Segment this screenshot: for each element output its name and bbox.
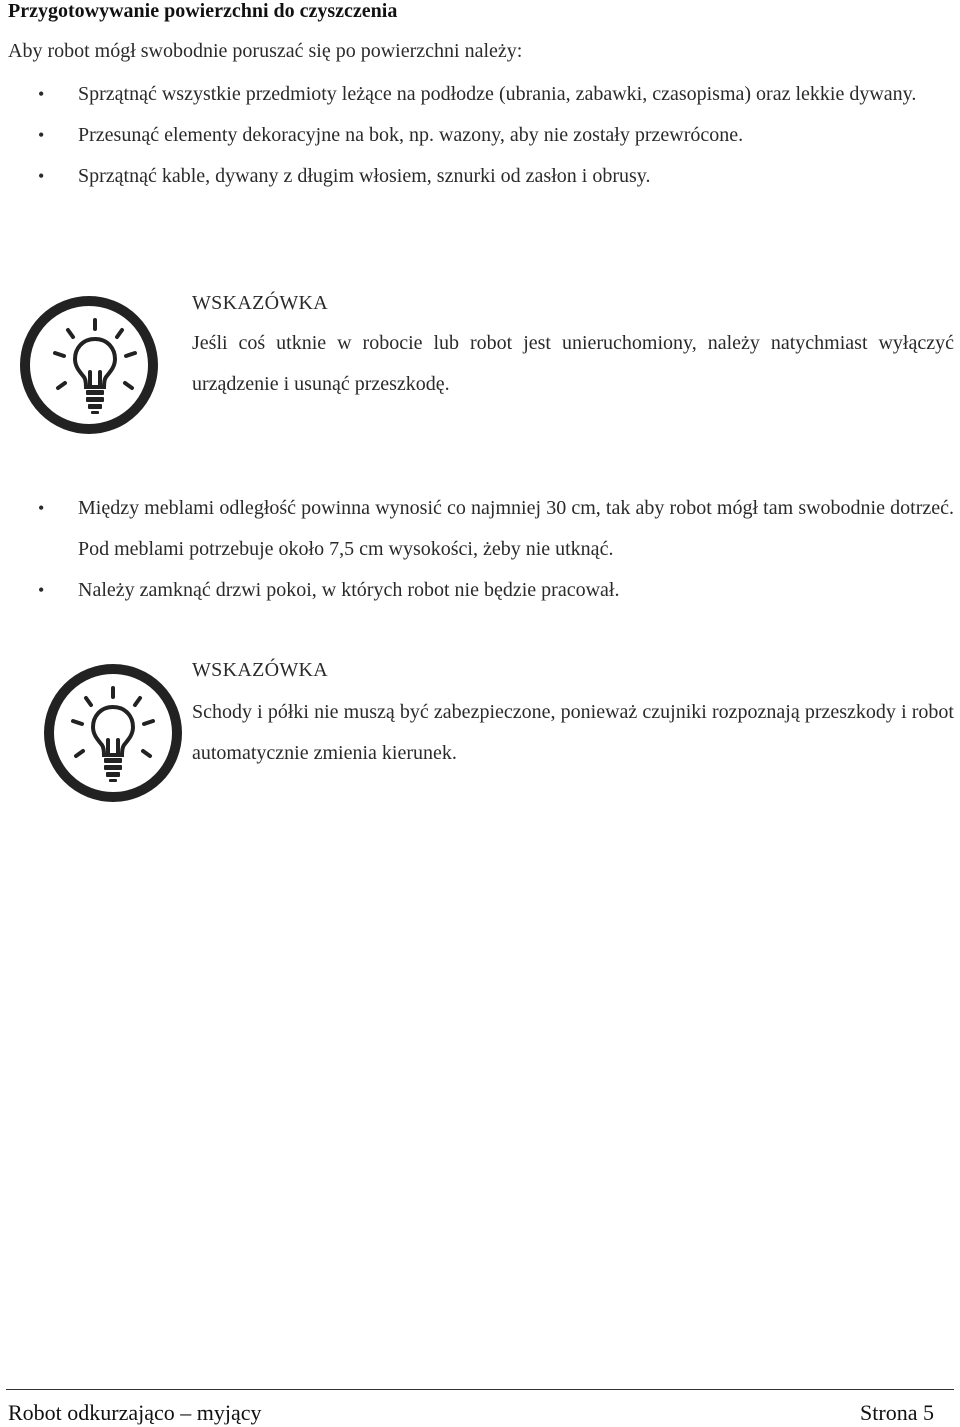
list-item-text: Między meblami odległość powinna wynosić co najmniej 30 cm, tak aby robot mógł tam swobodnie dotrzeć. Pod meblami potrzebuje około 7,5 cm wysokości, żeby nie utknąć. [78,497,954,560]
list-item-text: Przesunąć elementy dekoracyjne na bok, np. wazony, aby nie zostały przewrócone. [78,124,744,146]
lightbulb-icon [42,662,184,804]
hint-text: Schody i półki nie muszą być zabezpieczone, ponieważ czujniki rozpoznają przeszkody i robot automatycznie zmienia kierunek. [192,701,954,764]
hint-icon-wrapper [18,294,160,441]
footer-divider [6,1389,954,1390]
list-item [36,156,954,197]
list-item [36,115,954,156]
bullet-icon: • [38,166,45,186]
section-heading: Przygotowywanie powierzchni do czyszczenia [8,0,398,22]
hint-text: Jeśli coś utknie w robocie lub robot jest unieruchomiony, należy natychmiast wyłączyć urządzenie i usunąć przeszkodę. [192,332,954,395]
hint-title: WSKAZÓWKA [192,659,329,681]
footer-page-number: Strona 5 [860,1400,934,1425]
bullet-icon: • [38,498,45,518]
footer-document-title: Robot odkurzająco – myjący [8,1400,262,1425]
hint-title: WSKAZÓWKA [192,292,329,314]
bullet-list-furniture [36,488,954,611]
lightbulb-icon [18,294,160,436]
list-item [36,74,954,115]
bullet-icon: • [38,580,45,600]
bullet-list-preparation [36,74,954,197]
hint-icon-wrapper [42,662,184,809]
bullet-icon: • [38,84,45,104]
intro-text: Aby robot mógł swobodnie poruszać się po powierzchni należy: [8,40,523,62]
list-item [36,488,954,570]
list-item-text: Sprzątnąć wszystkie przedmioty leżące na podłodze (ubrania, zabawki, czasopisma) oraz lekkie dywany. [78,83,917,105]
bullet-icon: • [38,125,45,145]
list-item [36,570,954,611]
list-item-text: Należy zamknąć drzwi pokoi, w których robot nie będzie pracował. [78,579,620,601]
list-item-text: Sprzątnąć kable, dywany z długim włosiem, sznurki od zasłon i obrusy. [78,165,651,187]
